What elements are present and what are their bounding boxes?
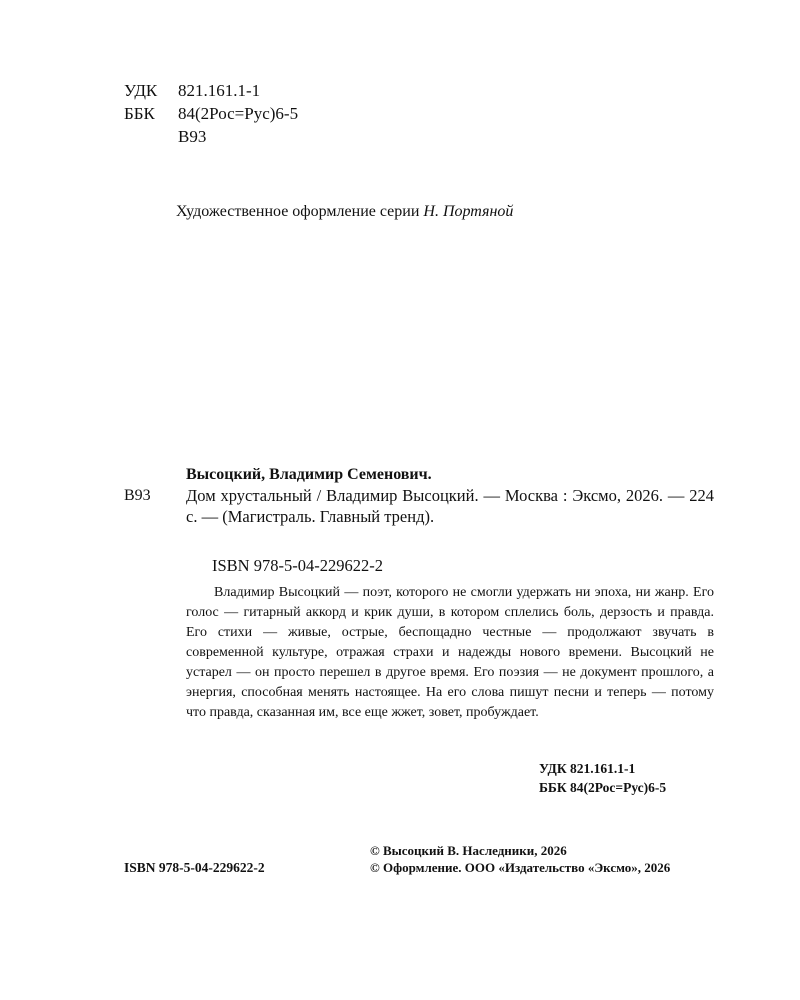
footer-isbn: ISBN 978-5-04-229622-2 <box>124 860 265 875</box>
udk-code: УДК 821.161.1-1 <box>539 761 636 776</box>
bbk-label: ББК <box>124 104 155 123</box>
bbk-code: ББК 84(2Рос=Рус)6-5 <box>539 780 667 795</box>
design-credit-text: Художественное оформление серии <box>176 203 420 220</box>
bbk-value: 84(2Рос=Рус)6-5 <box>178 104 299 123</box>
udk-value: 821.161.1-1 <box>178 81 261 100</box>
designer-name: Н. Портяной <box>423 203 514 220</box>
cutter-number: В93 <box>178 127 207 146</box>
annotation-paragraph: Владимир Высоцкий — поэт, которого не смогли удержать ни эпоха, ни жанр. Его голос — гитарный аккорд и крик души, в котором сплелись боль, дерзость и правда. Его стихи — живые, острые, беспощадно честные — продолжают звучать в современной культуре, отражая страхи и надежды нового времени. Высоцкий не устарел — он просто перешел в другое время. Его поэзия — не документ прошлого, а энергия, способная менять настоящее. На его слова пишут песни и теперь — потому что правда, сказанная им, все еще жжет, зовет, пробуждает. <box>186 585 714 720</box>
copyright-author: © Высоцкий В. Наследники, 2026 <box>370 843 567 858</box>
bibliographic-description: Дом хрустальный / Владимир Высоцкий. — Москва : Эксмо, 2026. — 224 с. — (Магистраль. Главный тренд). <box>186 486 714 526</box>
design-credit <box>176 203 513 221</box>
entry-cutter: В93 <box>124 487 151 504</box>
copyright-design: © Оформление. ООО «Издательство «Эксмо», 2026 <box>370 860 671 875</box>
entry-isbn: ISBN 978-5-04-229622-2 <box>212 556 383 575</box>
udk-label: УДК <box>124 81 158 100</box>
author-heading: Высоцкий, Владимир Семенович. <box>186 466 432 483</box>
